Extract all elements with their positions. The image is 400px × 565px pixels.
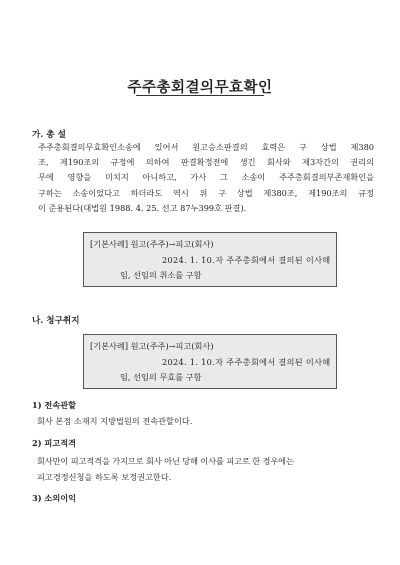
example-box-line: 2024. 1. 10.자 주주총회에서 결의된 이사해 <box>162 356 331 367</box>
item-1-text <box>37 414 372 430</box>
item-text-line: 회사만이 피고적격을 가지므로 회사 아닌 당해 이사를 피고로 한 경우에는 <box>37 456 294 466</box>
item-text-line: 피고경정신청을 하도록 보정권고한다. <box>37 471 172 482</box>
example-box-1 <box>83 232 337 287</box>
document-title: 주주총회결의무효확인 <box>127 79 273 96</box>
paragraph-line: 이 준용된다(대법원 1988. 4. 25. 선고 87누399호 판결). <box>38 202 247 213</box>
example-box-header: [기본사례] 원고(주주)→피고(회사) <box>90 239 214 249</box>
example-box-header: [기본사례] 원고(주주)→피고(회사) <box>90 341 214 351</box>
paragraph-line: 조, 제190조의 규정에 의하여 판결확정전에 생긴 회사와 제3자간의 권리의 <box>38 157 374 168</box>
title-underline <box>136 95 264 96</box>
item-text-line: 회사 본점 소재지 지방법원의 전속관할이다. <box>37 416 193 426</box>
paragraph-line: 무에 영향을 미치지 아니하고, 가사 그 소송이 주주총회결의부존재확인을 <box>38 172 374 183</box>
item-3-heading: 3) 소의이익 <box>32 493 77 503</box>
section-a-paragraph <box>38 140 374 216</box>
example-box-line: 임, 선임의 취소를 구함 <box>120 270 202 280</box>
paragraph-line: 주주총회결의무효확인소송에 있어서 원고승소판결의 효력은 구 상법 제380 <box>38 142 374 152</box>
item-2-text <box>37 454 372 485</box>
item-1-heading: 1) 전속관할 <box>32 400 77 410</box>
paragraph-line: 구하는 소송이었다고 하더라도 역시 위 구 상법 제380조, 제190조의 규정 <box>38 187 374 198</box>
section-a-heading: 가. 총 설 <box>32 130 66 140</box>
example-box-2 <box>83 334 337 389</box>
example-box-line: 임, 선임의 무효를 구함 <box>120 372 202 382</box>
example-box-line: 2024. 1. 10.자 주주총회에서 결의된 이사해 <box>162 254 331 265</box>
item-2-heading: 2) 피고적격 <box>32 438 77 448</box>
section-b-heading: 나. 청구취지 <box>32 316 80 326</box>
